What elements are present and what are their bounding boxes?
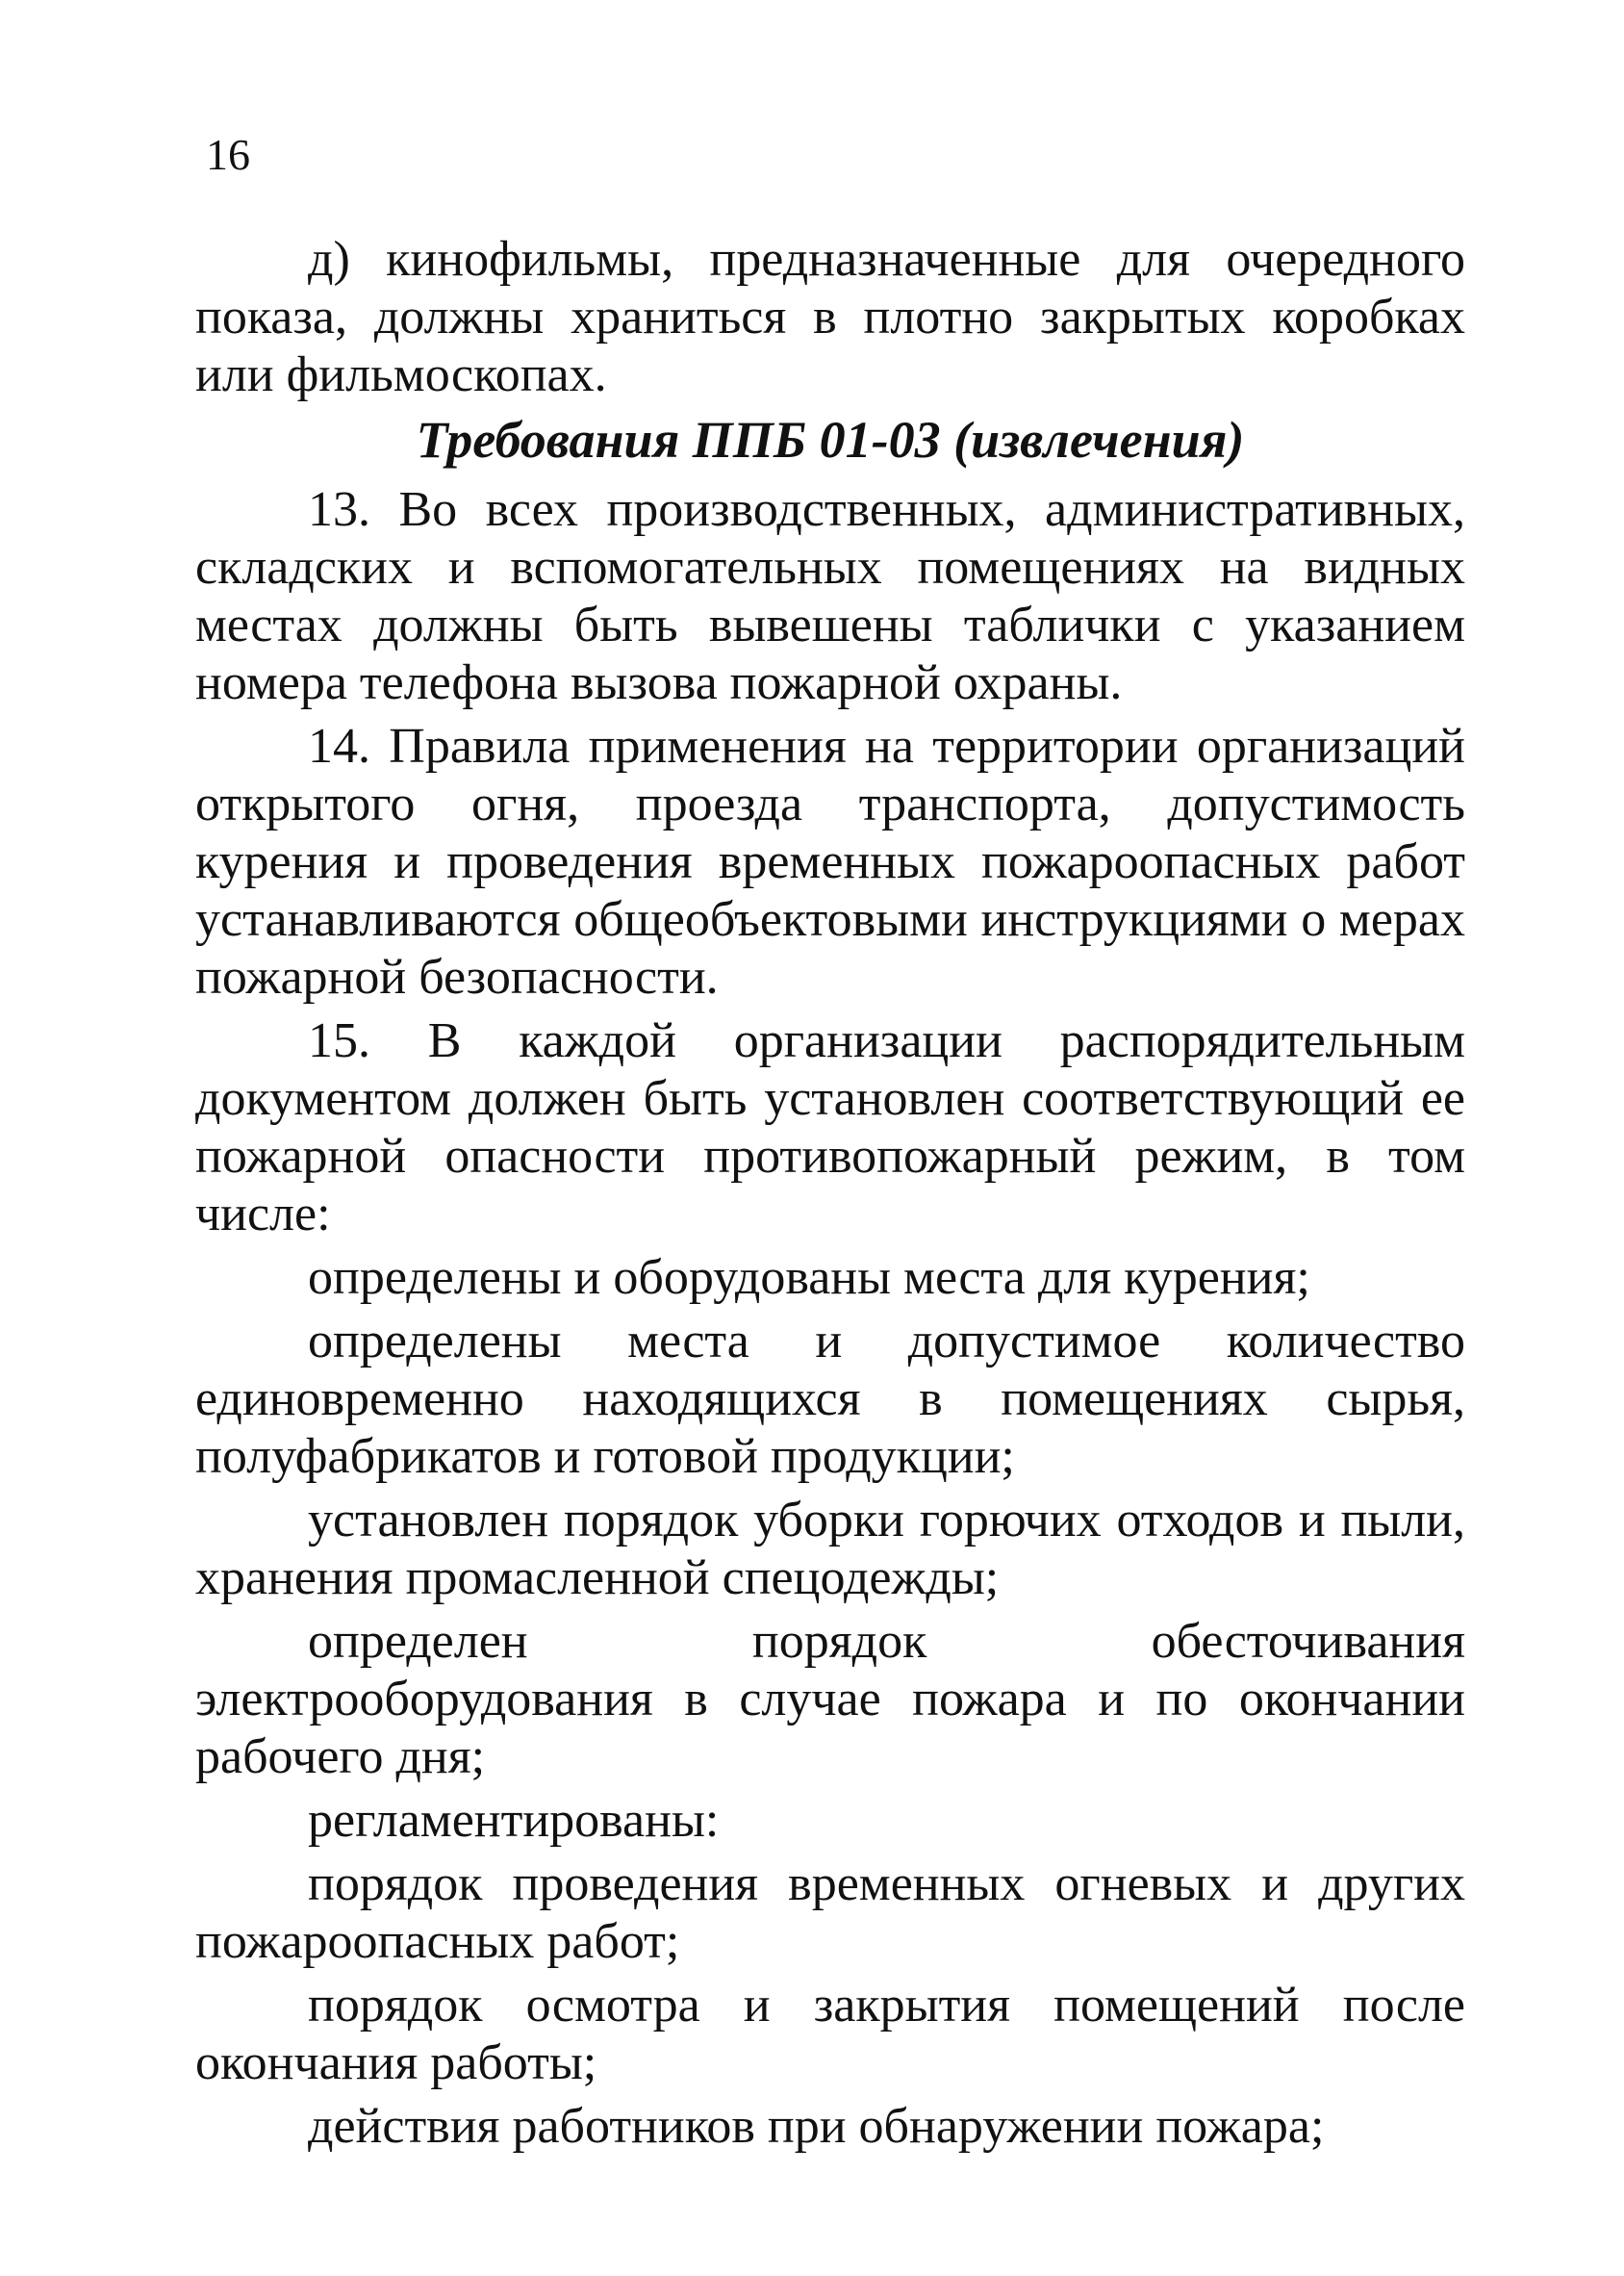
list-item-waste-cleanup: установлен порядок уборки горючих отходов и пыли, хранения промасленной спецодежды; [195,1493,1465,1605]
page-body [195,231,1465,2161]
section-heading: Требования ППБ 01-03 (извлечения) [416,411,1245,469]
list-item-fire-actions: действия работников при обнаружении пожара; [308,2099,1325,2154]
intro-paragraph: д) кинофильмы, предназначенные для очередного показа, должны храниться в плотно закрытых коробках или фильмоскопах. [195,232,1465,402]
page-number: 16 [206,130,250,179]
paragraph-13: 13. Во всех производственных, административных, складских и вспомогательных помещениях на видных местах должны быть вывешены таблички с указанием номера телефона вызова пожарной охраны. [195,482,1465,710]
paragraph-15: 15. В каждой организации распорядительным документом должен быть установлен соответствующий ее пожарной опасности противопожарный режим, в том числе: [195,1013,1465,1241]
list-item-storage-places: определены места и допустимое количество единовременно находящихся в помещениях сырья, полуфабрикатов и готовой продукции; [195,1314,1465,1484]
list-item-room-inspection: порядок осмотра и закрытия помещений после окончания работы; [195,1978,1465,2090]
paragraph-14: 14. Правила применения на территории организаций открытого огня, проезда транспорта, допустимость курения и проведения временных пожароопасных работ устанавливаются общеобъектовыми инструкциями о мерах пожарной безопасности. [195,719,1465,1005]
list-item-smoking-places: определены и оборудованы места для курения; [308,1250,1310,1305]
list-item-power-off: определен порядок обесточивания электрооборудования в случае пожара и по окончании рабочего дня; [195,1614,1465,1784]
list-item-hot-work: порядок проведения временных огневых и других пожароопасных работ; [195,1856,1465,1969]
list-item-regulated: регламентированы: [308,1793,720,1848]
